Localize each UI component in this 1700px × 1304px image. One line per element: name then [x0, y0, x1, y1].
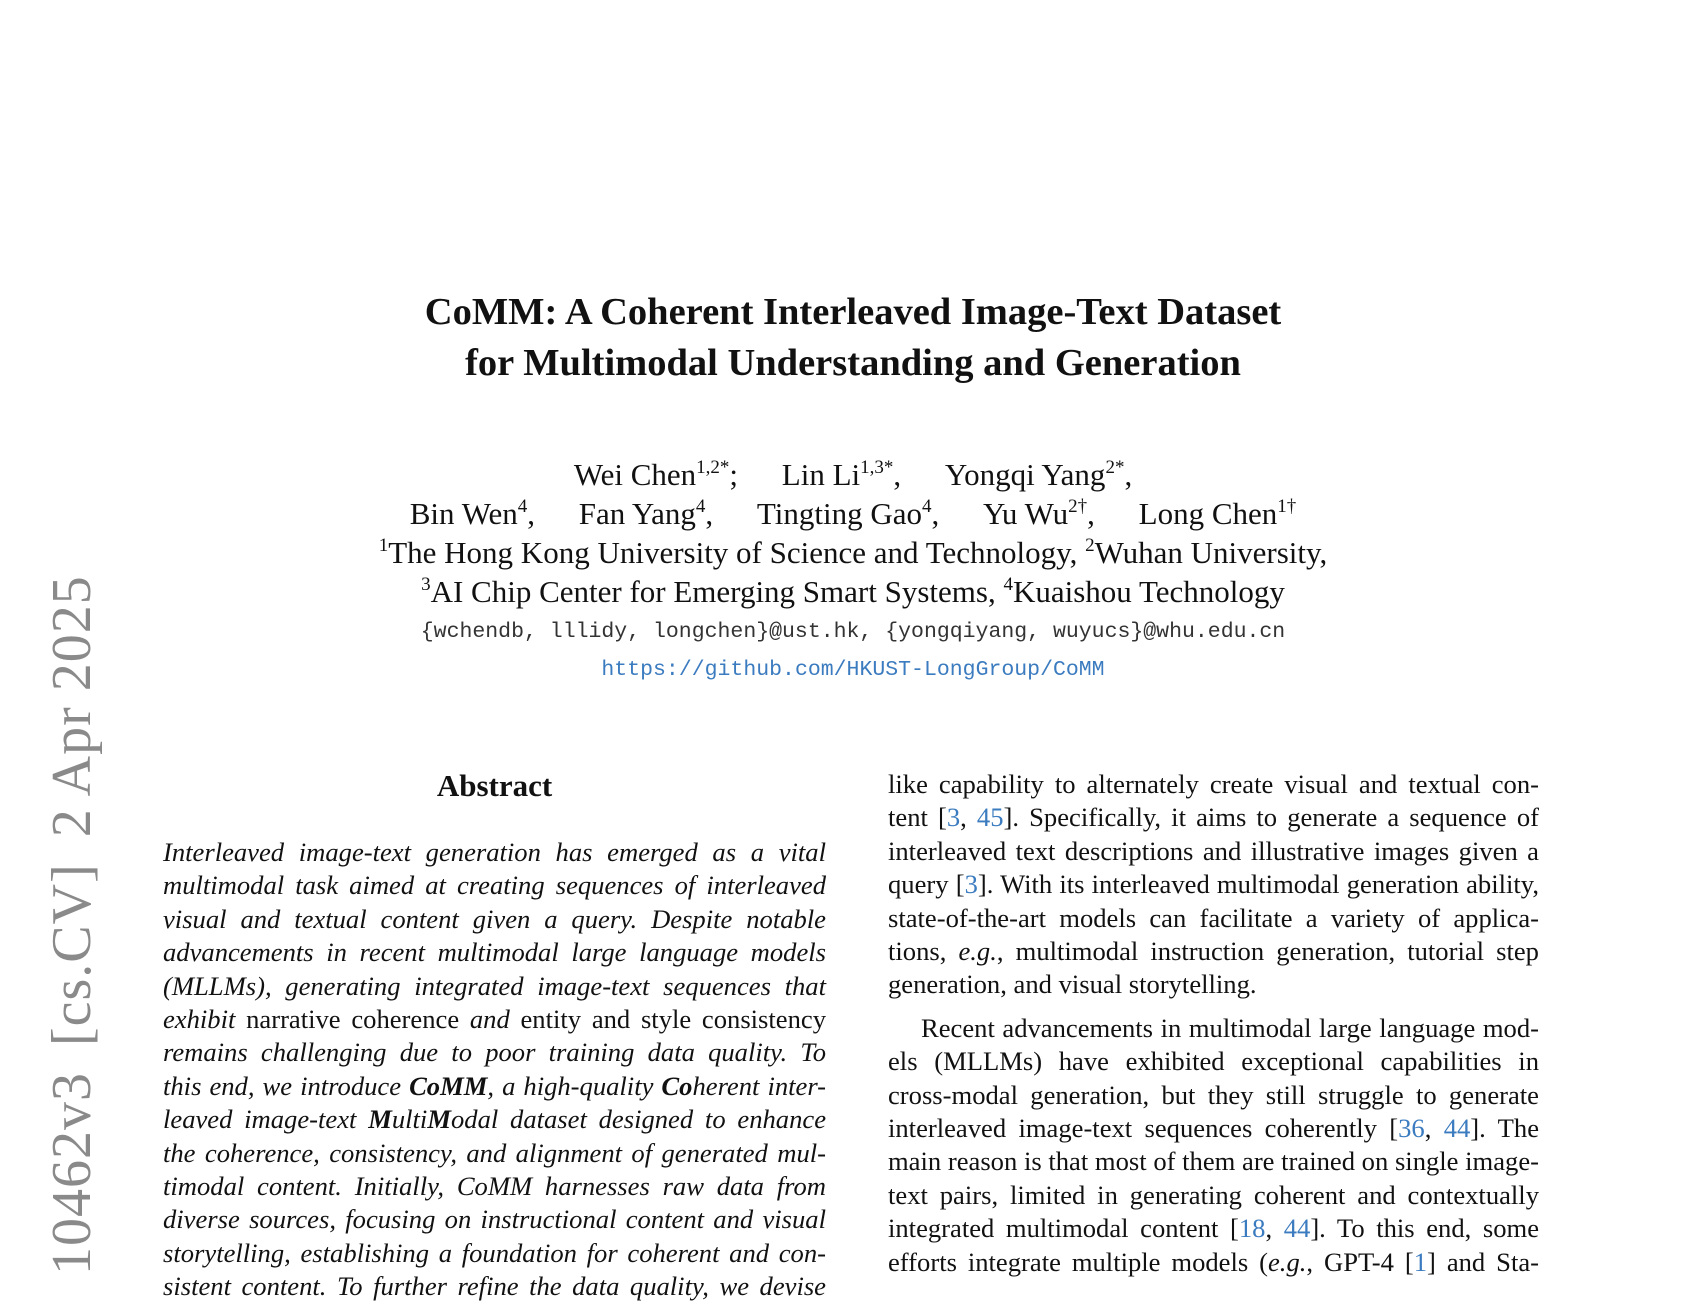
body-line: text pairs, limited in generating coherent and contextually [888, 1179, 1539, 1210]
body-line-cited: integrated multimodal content [18, 44]. To this end, some [888, 1213, 1540, 1244]
author: Lin $Li^{1,3*}$, [781, 457, 902, 492]
citation-link[interactable]: 44 [1443, 1113, 1471, 1144]
body-line-cited: query [3]. With its interleaved multimodal generation ability, [888, 869, 1539, 900]
body-line: Recent advancements in multimodal large language mod- [921, 1012, 1539, 1043]
intro-paragraph-2 [888, 1012, 1539, 1279]
citation-link[interactable]: 1 [1413, 1246, 1428, 1277]
body-line: like capability to alternately create visual and textual con- [888, 769, 1539, 799]
author: Fan Yang$^4$, [578, 496, 714, 531]
author: Yu $Wu^{2\dagger}$, [982, 496, 1095, 531]
arxiv-date: 2 Apr 2025 [41, 575, 103, 838]
body-line: cross-modal generation, but they still struggle to generate [888, 1079, 1539, 1110]
author-row-1 [0, 455, 1700, 494]
citation-link[interactable]: 18 [1238, 1213, 1266, 1244]
author: Yongqi Yang$^{2*}$, [944, 457, 1133, 492]
abstract-line: timodal content. Initially, CoMM harnesses raw data from [163, 1171, 826, 1202]
abstract-line: Interleaved image-text generation has emerged as a vital [163, 837, 826, 867]
body-line-cited: interleaved image-text sequences coherently [36, 44]. The [888, 1113, 1539, 1144]
abstract-line: storytelling, establishing a foundation for coherent and con- [163, 1237, 826, 1268]
body-line-mixed: tions, e.g., multimodal instruction generation, tutorial step [888, 936, 1539, 967]
abstract-line: visual and textual content given a query. Despite notable [163, 903, 826, 934]
author: Bin Wen$^4$, [409, 496, 535, 531]
intro-section [888, 768, 1539, 1279]
abstract-line: advancements in recent multimodal large language models [163, 937, 826, 968]
abstract-section [163, 766, 826, 1304]
citation-link[interactable]: 3 [946, 802, 961, 833]
abstract-line: diverse sources, focusing on instructional content and visual [163, 1204, 826, 1235]
author-block [0, 455, 1700, 611]
abstract-line: sistent content. To further refine the data quality, we devise [163, 1271, 826, 1302]
abstract-line: remains challenging due to poor training data quality. To [163, 1037, 826, 1068]
body-line: state-of-the-art models can facilitate a variety of applica- [888, 902, 1539, 933]
abstract-line: the coherence, consistency, and alignment of generated mul- [163, 1137, 826, 1168]
author: Long Chen$^{1\dagger}$ [1138, 496, 1297, 531]
body-line-cited: efforts integrate multiple models (e.g., GPT-4 [1] and Sta- [888, 1246, 1539, 1277]
body-line: els (MLLMs) have exhibited exceptional capabilities in [888, 1046, 1539, 1077]
citation-link[interactable]: 45 [976, 802, 1004, 833]
project-link[interactable]: https://github.com/HKUST-LongGroup/CoMM [601, 658, 1105, 682]
body-line: generation, and visual storytelling. [888, 969, 1257, 1000]
author-emails: {wchendb, lllidy, longchen}@ust.hk, {yongqiyang, wuyucs}@whu.edu.cn [420, 620, 1286, 644]
abstract-line-mixed: leaved image-text MultiModal dataset designed to enhance [163, 1104, 826, 1135]
arxiv-category: [cs.CV] [41, 863, 103, 1046]
citation-link[interactable]: 3 [964, 869, 978, 900]
abstract-line: (MLLMs), generating integrated image-text sequences that [163, 970, 826, 1001]
title-line-1: CoMM: A Coherent Interleaved Image-Text Dataset [424, 291, 1282, 333]
arxiv-id: 10462v3 [41, 1072, 103, 1275]
affiliation-line-1: $^1$The Hong Kong University of Science and Technology, $^2$Wuhan University, [378, 535, 1328, 570]
body-line: main reason is that most of them are trained on single image- [888, 1146, 1539, 1177]
author: Tingting Gao$^4$, [756, 496, 940, 531]
author: Wei Chen$^{1,2*}$; [573, 457, 739, 492]
citation-link[interactable]: 44 [1283, 1213, 1311, 1244]
citation-link[interactable]: 36 [1398, 1113, 1425, 1144]
title-line-2: for Multimodal Understanding and Generation [465, 342, 1241, 384]
author-row-2 [0, 494, 1700, 533]
abstract-line: multimodal task aimed at creating sequences of interleaved [163, 870, 826, 901]
abstract-line-mixed: this end, we introduce CoMM, a high-quality Coherent inter- [163, 1070, 826, 1101]
paper-title [0, 287, 1700, 389]
abstract-body [163, 836, 826, 1304]
body-line: interleaved text descriptions and illustrative images given a [888, 835, 1539, 866]
affiliation-line-2: $^3$AI Chip Center for Emerging Smart Systems, $^4$Kuaishou Technology [421, 574, 1285, 609]
abstract-heading: Abstract [436, 768, 553, 803]
body-line-cited: tent [3, 45]. Specifically, it aims to generate a sequence of [888, 802, 1540, 833]
abstract-line-mixed: exhibit narrative coherence and entity and style consistency [163, 1004, 826, 1035]
intro-paragraph-1 [888, 768, 1539, 1002]
